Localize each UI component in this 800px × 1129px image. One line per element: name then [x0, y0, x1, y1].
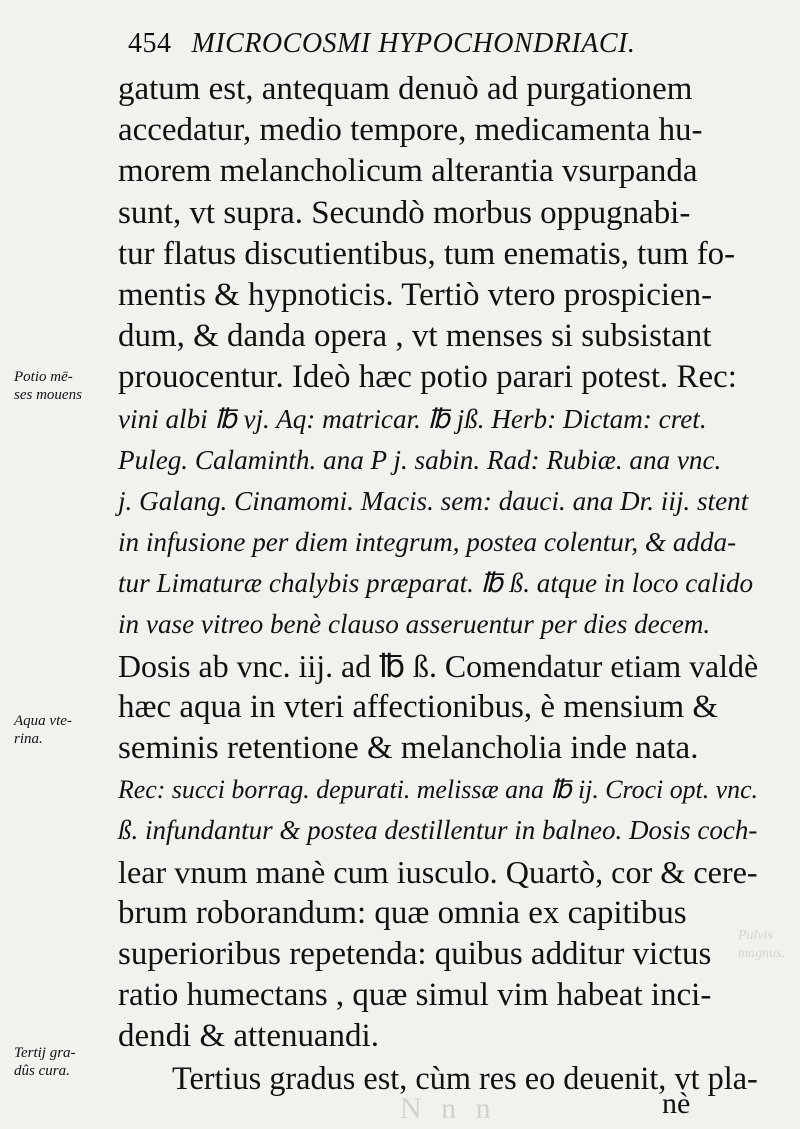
text-line: tur Limaturæ chalybis præparat. ℔ ß. atque in loco calido [118, 568, 754, 599]
margin-note-line: Tertij gra- [14, 1045, 76, 1061]
text-line: lear vnum manè cum iusculo. Quartò, cor & cere- [118, 853, 758, 890]
text-line: prouocentur. Ideò hæc potio parari potest. Rec: [118, 359, 737, 396]
show-through-signature: N n n [400, 1092, 497, 1125]
text-line: seminis retentione & melancholia inde nata. [118, 730, 699, 766]
margin-note-line: dûs cura. [14, 1063, 70, 1079]
text-line: Dosis ab vnc. iij. ad ℔ ß. Comendatur etiam valdè [118, 648, 759, 684]
text-line: in infusione per diem integrum, postea colentur, & adda- [118, 527, 737, 558]
text-line: morem melancholicum alterantia vsurpanda [118, 153, 698, 190]
margin-note-tertij [14, 1044, 110, 1080]
text-line: ß. infundantur & postea destillentur in balneo. Dosis coch- [118, 815, 758, 846]
margin-note-line: ses mouens [14, 387, 82, 403]
show-through-margin-word-1: Pulvis [738, 928, 773, 943]
text-line: dum, & danda opera , vt menses si subsistant [118, 318, 712, 355]
running-head: MICROCOSMI HYPOCHONDRIACI. [191, 28, 636, 59]
text-line: in vase vitreo benè clauso asseruentur per dies decem. [118, 609, 711, 640]
text-line: vini albi ℔ vj. Aq: matricar. ℔ jß. Herb: Dictam: cret. [118, 403, 707, 434]
text-line: sunt, vt supra. Secundò morbus oppugnabi- [118, 194, 691, 231]
text-line: hæc aqua in vteri affectionibus, è mensium & [118, 688, 719, 725]
page-header [128, 20, 728, 68]
text-line: accedatur, medio tempore, medicamenta hu- [118, 112, 703, 149]
text-line: gatum est, antequam denuò ad purgationem [118, 71, 693, 107]
text-line: j. Galang. Cinamomi. Macis. sem: dauci. ana Dr. iij. stent [118, 485, 749, 516]
margin-note-aqua [14, 712, 110, 748]
text-line: Puleg. Calaminth. ana P j. sabin. Rad: Rubiæ. ana vnc. [118, 444, 722, 475]
text-line: mentis & hypnoticis. Tertiò vtero prospicien- [118, 276, 713, 313]
text-line: Tertius gradus est, cùm res eo deuenit, vt pla- [172, 1059, 758, 1096]
body-text [118, 69, 778, 1099]
margin-note-line: rina. [14, 731, 43, 747]
text-line: Rec: succi borrag. depurati. melissæ ana ℔ ij. Croci opt. vnc. [118, 775, 759, 805]
catchword: nè [662, 1087, 691, 1120]
margin-note-potio [14, 368, 110, 404]
text-line: tur flatus discutientibus, tum enematis, tum fo- [118, 235, 736, 272]
text-line: dendi & attenuandi. [118, 1018, 379, 1055]
text-line: ratio humectans , quæ simul vim habeat inci- [118, 977, 712, 1014]
text-line: superioribus repetenda: quibus additur victus [118, 935, 712, 972]
margin-note-line: Aqua vte- [14, 713, 72, 729]
page-number: 454 [128, 28, 172, 59]
text-line: brum roborandum: quæ omnia ex capitibus [118, 894, 687, 931]
show-through-margin-word-2: magnus. [738, 946, 786, 961]
margin-note-line: Potio mē- [14, 369, 73, 385]
